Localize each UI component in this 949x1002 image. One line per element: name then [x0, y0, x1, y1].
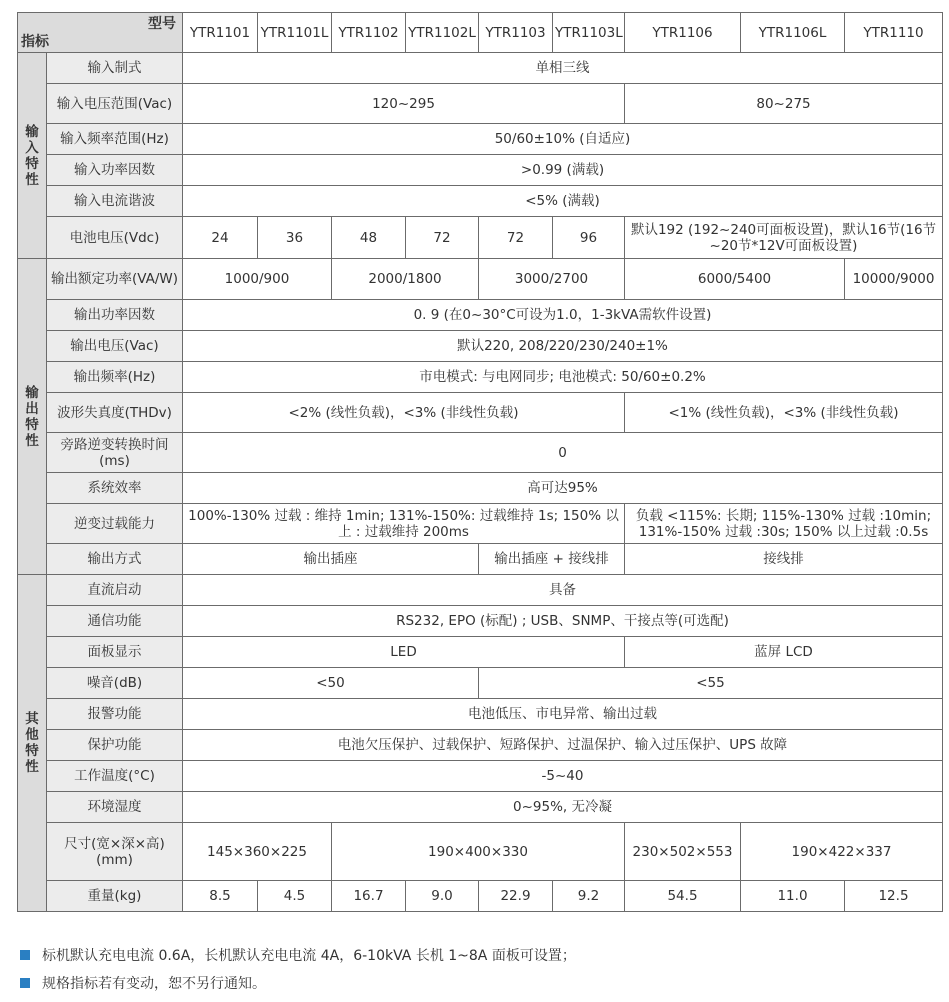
table-row	[18, 823, 943, 881]
value-cell: 54.5	[625, 881, 741, 912]
row-label: 波形失真度(THDv)	[47, 393, 183, 433]
model-cell: YTR1106	[625, 13, 741, 53]
value-cell: 蓝屏 LCD	[625, 637, 943, 668]
value-cell: 120~295	[183, 84, 625, 124]
table-row	[18, 575, 943, 606]
value-cell: <50	[183, 668, 479, 699]
value-cell: 12.5	[845, 881, 943, 912]
value-cell: 默认220, 208/220/230/240±1%	[183, 331, 943, 362]
table-row	[18, 186, 943, 217]
row-label: 逆变过载能力	[47, 504, 183, 544]
row-label: 面板显示	[47, 637, 183, 668]
value-cell: 9.2	[553, 881, 625, 912]
value-cell: 输出插座 + 接线排	[479, 544, 625, 575]
row-label: 旁路逆变转换时间(ms)	[47, 433, 183, 473]
value-cell: 72	[479, 217, 553, 259]
value-cell: 50/60±10% (自适应)	[183, 124, 943, 155]
value-cell: 11.0	[741, 881, 845, 912]
table-row	[18, 730, 943, 761]
row-label: 噪音(dB)	[47, 668, 183, 699]
value-cell: <55	[479, 668, 943, 699]
value-cell: <1% (线性负载)，<3% (非线性负载)	[625, 393, 943, 433]
table-row	[18, 792, 943, 823]
row-label: 输入电压范围(Vac)	[47, 84, 183, 124]
model-cell: YTR1110	[845, 13, 943, 53]
row-label: 输出功率因数	[47, 300, 183, 331]
value-cell: -5~40	[183, 761, 943, 792]
value-cell: RS232, EPO (标配) ; USB、SNMP、干接点等(可选配)	[183, 606, 943, 637]
footnotes	[17, 946, 942, 1002]
model-cell: YTR1101L	[258, 13, 332, 53]
value-cell: 单相三线	[183, 53, 943, 84]
value-cell: 96	[553, 217, 625, 259]
value-cell: 72	[406, 217, 479, 259]
value-cell: 0. 9 (在0~30°C可设为1.0，1-3kVA需软件设置)	[183, 300, 943, 331]
row-label: 直流启动	[47, 575, 183, 606]
value-cell: 24	[183, 217, 258, 259]
table-row	[18, 433, 943, 473]
value-cell: 8.5	[183, 881, 258, 912]
value-cell: 48	[332, 217, 406, 259]
value-cell: 230×502×553	[625, 823, 741, 881]
value-cell: 190×422×337	[741, 823, 943, 881]
model-cell: YTR1101	[183, 13, 258, 53]
header-row	[18, 13, 943, 53]
footnote-text: 标机默认充电电流 0.6A，长机默认充电电流 4A，6-10kVA 长机 1~8A 面板可设置；	[42, 948, 576, 964]
value-cell: 电池欠压保护、过载保护、短路保护、过温保护、输入过压保护、UPS 故障	[183, 730, 943, 761]
model-header: 型号	[148, 16, 176, 32]
value-cell: 6000/5400	[625, 259, 845, 300]
row-label: 输出方式	[47, 544, 183, 575]
row-label: 重量(kg)	[47, 881, 183, 912]
value-cell: 市电模式: 与电网同步; 电池模式: 50/60±0.2%	[183, 362, 943, 393]
footnote	[17, 946, 942, 964]
table-row	[18, 53, 943, 84]
table-row	[18, 504, 943, 544]
model-cell: YTR1106L	[741, 13, 845, 53]
model-cell: YTR1102	[332, 13, 406, 53]
footnote	[17, 974, 942, 992]
row-label: 系统效率	[47, 473, 183, 504]
table-row	[18, 124, 943, 155]
row-label: 保护功能	[47, 730, 183, 761]
table-corner	[18, 13, 183, 53]
table-row	[18, 881, 943, 912]
row-label: 通信功能	[47, 606, 183, 637]
row-label: 输出额定功率(VA/W)	[47, 259, 183, 300]
value-cell: 接线排	[625, 544, 943, 575]
row-label: 输出频率(Hz)	[47, 362, 183, 393]
row-label: 工作温度(°C)	[47, 761, 183, 792]
value-cell: 36	[258, 217, 332, 259]
table-row	[18, 668, 943, 699]
model-cell: YTR1102L	[406, 13, 479, 53]
value-cell: 默认192 (192~240可面板设置)，默认16节(16节~20节*12V可面板设置)	[625, 217, 943, 259]
row-label: 尺寸(宽×深×高)(mm)	[47, 823, 183, 881]
square-bullet-icon	[20, 950, 30, 960]
value-cell: 0~95%, 无冷凝	[183, 792, 943, 823]
value-cell: <2% (线性负载)，<3% (非线性负载)	[183, 393, 625, 433]
row-label: 输入制式	[47, 53, 183, 84]
row-label: 输入频率范围(Hz)	[47, 124, 183, 155]
value-cell: 4.5	[258, 881, 332, 912]
row-label: 环境湿度	[47, 792, 183, 823]
table-row	[18, 393, 943, 433]
spec-header: 指标	[21, 34, 49, 50]
value-cell: 负载 <115%: 长期; 115%-130% 过载 :10min; 131%-150% 过载 :30s; 150% 以上过载 :0.5s	[625, 504, 943, 544]
footnote-text: 规格指标若有变动，恕不另行通知。	[42, 976, 266, 992]
value-cell: 0	[183, 433, 943, 473]
table-row	[18, 84, 943, 124]
value-cell: 145×360×225	[183, 823, 332, 881]
value-cell: 输出插座	[183, 544, 479, 575]
row-label: 输出电压(Vac)	[47, 331, 183, 362]
table-row	[18, 259, 943, 300]
value-cell: 9.0	[406, 881, 479, 912]
value-cell: 1000/900	[183, 259, 332, 300]
model-cell: YTR1103L	[553, 13, 625, 53]
row-label: 电池电压(Vdc)	[47, 217, 183, 259]
category-other: 其他特性	[18, 575, 47, 912]
model-cell: YTR1103	[479, 13, 553, 53]
table-row	[18, 217, 943, 259]
value-cell: 电池低压、市电异常、输出过载	[183, 699, 943, 730]
value-cell: 3000/2700	[479, 259, 625, 300]
table-row	[18, 155, 943, 186]
table-row	[18, 300, 943, 331]
table-row	[18, 331, 943, 362]
row-label: 输入功率因数	[47, 155, 183, 186]
value-cell: 22.9	[479, 881, 553, 912]
value-cell: LED	[183, 637, 625, 668]
table-row	[18, 761, 943, 792]
table-row	[18, 362, 943, 393]
category-input: 输入特性	[18, 53, 47, 259]
row-label: 输入电流谐波	[47, 186, 183, 217]
value-cell: 16.7	[332, 881, 406, 912]
table-row	[18, 544, 943, 575]
value-cell: 高可达95%	[183, 473, 943, 504]
value-cell: 80~275	[625, 84, 943, 124]
category-output: 输出特性	[18, 259, 47, 575]
table-row	[18, 606, 943, 637]
value-cell: <5% (满载)	[183, 186, 943, 217]
value-cell: 190×400×330	[332, 823, 625, 881]
row-label: 报警功能	[47, 699, 183, 730]
value-cell: 100%-130% 过载 : 维持 1min; 131%-150%: 过载维持 1s; 150% 以上 : 过载维持 200ms	[183, 504, 625, 544]
value-cell: 10000/9000	[845, 259, 943, 300]
value-cell: 具备	[183, 575, 943, 606]
table-row	[18, 473, 943, 504]
spec-table	[17, 12, 943, 912]
square-bullet-icon	[20, 978, 30, 988]
table-row	[18, 637, 943, 668]
value-cell: 2000/1800	[332, 259, 479, 300]
value-cell: >0.99 (满载)	[183, 155, 943, 186]
table-row	[18, 699, 943, 730]
